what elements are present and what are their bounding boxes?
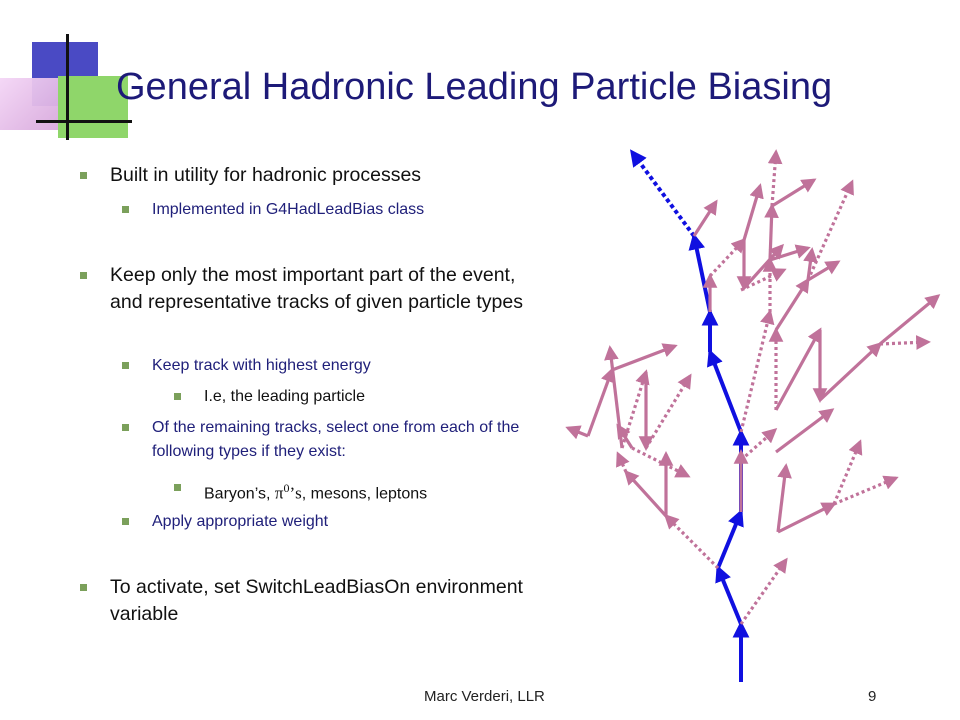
secondary-track-segment xyxy=(741,270,784,290)
secondary-track-segment xyxy=(741,430,775,460)
secondary-track-segment xyxy=(741,560,786,624)
secondary-track-segment xyxy=(772,180,814,206)
slide-title: General Hadronic Leading Particle Biasing xyxy=(116,66,833,108)
secondary-track-segment xyxy=(610,348,622,448)
secondary-track-segment xyxy=(710,240,744,276)
secondary-track-segment xyxy=(880,296,938,344)
bullet-keep-important: Keep only the most important part of the event, and representative tracks of given particle types xyxy=(80,262,550,316)
secondary-track-segment xyxy=(834,478,896,504)
bullet-activate: To activate, set SwitchLeadBiasOn environment variable xyxy=(80,574,540,628)
secondary-track-segment xyxy=(778,504,834,532)
subbullet-highest-energy: Keep track with highest energy xyxy=(122,354,542,378)
pi-plural: ’s xyxy=(289,483,302,503)
secondary-track-segment xyxy=(776,410,832,452)
leading-track-segment xyxy=(694,236,710,312)
secondary-track-segment xyxy=(834,442,860,504)
subsubbullet-particle-types: Baryon’s, $\pi^0’s$, mesons, leptons xyxy=(174,476,534,506)
secondary-track-segment xyxy=(776,330,820,410)
subbullet-weight: Apply appropriate weight xyxy=(122,510,542,534)
secondary-track-segment xyxy=(744,246,782,288)
pi-superscript: 0 xyxy=(283,481,290,495)
page-number: 9 xyxy=(868,688,877,705)
secondary-track-segment xyxy=(632,448,688,476)
secondary-track-segment xyxy=(808,250,812,280)
secondary-track-segment xyxy=(770,206,772,260)
secondary-track-segment xyxy=(778,466,786,532)
secondary-track-segment xyxy=(694,202,716,236)
secondary-track-segment xyxy=(776,280,808,330)
subsubbullet-leading-particle: I.e, the leading particle xyxy=(174,385,534,409)
leading-track-segment xyxy=(718,512,741,568)
secondary-track-segment xyxy=(741,312,770,432)
secondary-track-segment xyxy=(808,262,838,280)
leading-track-segment xyxy=(718,568,741,624)
secondary-track-segment xyxy=(568,428,588,436)
bullet-builtin-utility: Built in utility for hadronic processes xyxy=(80,162,540,189)
secondary-track-segment xyxy=(646,376,690,448)
secondary-track-segment xyxy=(626,472,666,516)
secondary-track-segment xyxy=(880,342,928,344)
pi-symbol: π xyxy=(274,483,284,503)
secondary-track-segment xyxy=(772,152,776,206)
secondary-track-segment xyxy=(744,186,760,240)
secondary-track-segment xyxy=(666,516,718,568)
subbullet-remaining-tracks: Of the remaining tracks, select one from each of the following types if they exist: xyxy=(122,416,562,464)
leading-track-segment xyxy=(710,352,741,432)
footer-author: Marc Verderi, LLR xyxy=(424,688,545,705)
subbullet-implemented: Implemented in G4HadLeadBias class xyxy=(122,198,542,222)
secondary-track-segment xyxy=(820,344,880,400)
secondary-track-segment xyxy=(618,454,626,472)
leading-track-segment xyxy=(632,152,694,236)
secondary-track-segment xyxy=(588,370,612,436)
secondary-track-segment xyxy=(612,346,675,370)
